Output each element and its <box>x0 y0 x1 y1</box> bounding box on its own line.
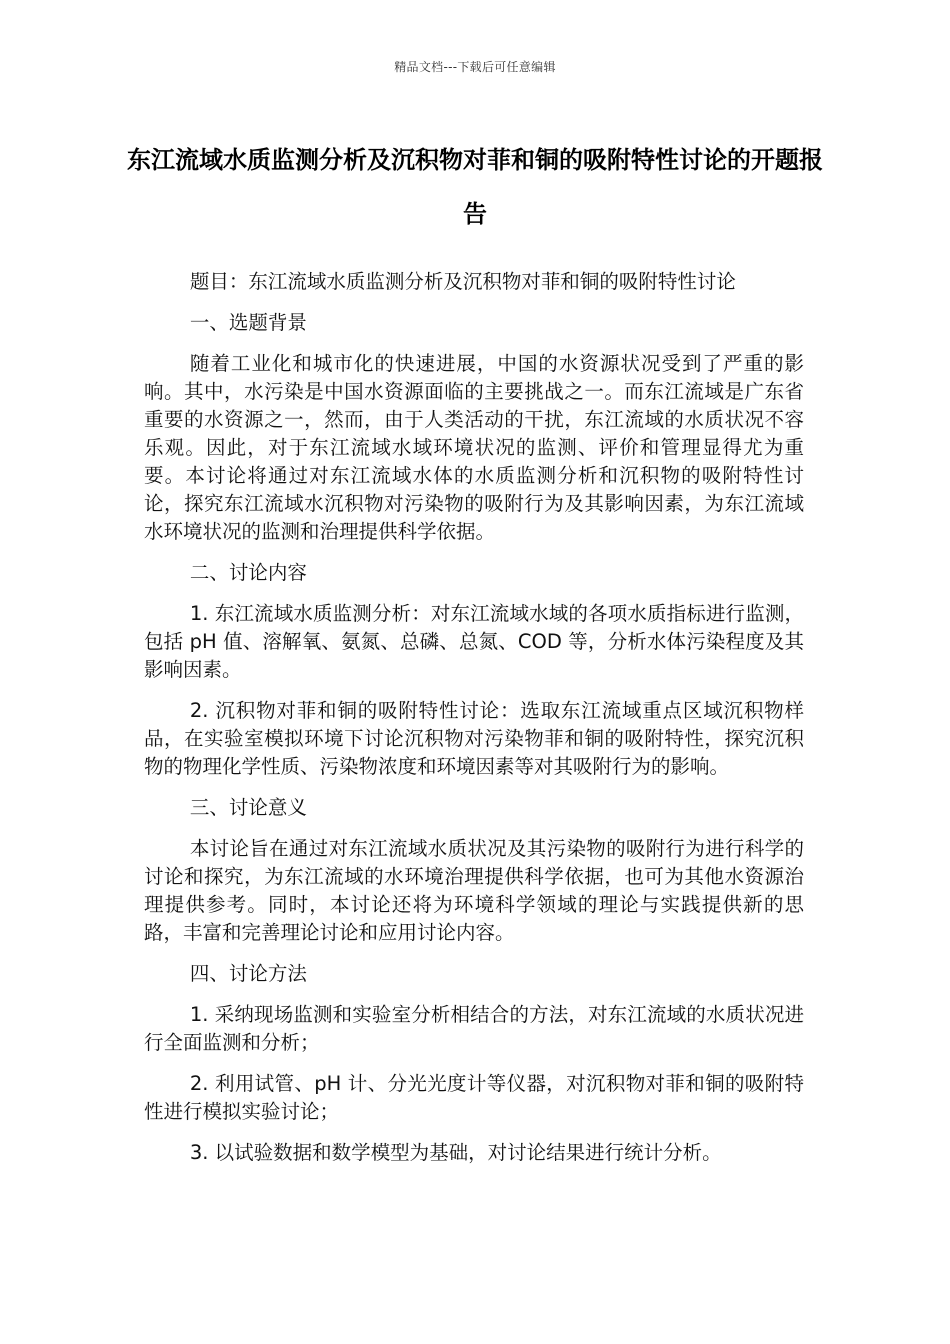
paragraph-background: 随着工业化和城市化的快速进展，中国的水资源状况受到了严重的影响。其中，水污染是中国水资源面临的主要挑战之一。而东江流域是广东省重要的水资源之一，然而，由于人类活动的干扰，东江流域的水质状况不容乐观。因此，对于东江流域水域环境状况的监测、评价和管理显得尤为重要。本讨论将通过对东江流域水体的水质监测分析和沉积物的吸附特性讨论，探究东江流域水沉积物对污染物的吸附行为及其影响因素，为东江流域水环境状况的监测和治理提供科学依据。 <box>144 352 804 543</box>
topic-line: 题目：东江流域水质监测分析及沉积物对菲和铜的吸附特性讨论 <box>189 270 736 293</box>
method-item-1: 1. 采纳现场监测和实验室分析相结合的方法，对东江流域的水质状况进行全面监测和分析； <box>144 1003 804 1054</box>
document-title: 东江流域水质监测分析及沉积物对菲和铜的吸附特性讨论的开题报告 <box>127 146 823 228</box>
header-note: 精品文档---下载后可任意编辑 <box>394 60 556 74</box>
paragraph-significance: 本讨论旨在通过对东江流域水质状况及其污染物的吸附行为进行科学的讨论和探究，为东江流域的水环境治理提供科学依据，也可为其他水资源治理提供参考。同时，本讨论还将为环境科学领域的理论与实践提供新的思路，丰富和完善理论讨论和应用讨论内容。 <box>144 837 804 944</box>
section-heading-content: 二、讨论内容 <box>189 561 307 584</box>
content-item-2: 2. 沉积物对菲和铜的吸附特性讨论：选取东江流域重点区域沉积物样品，在实验室模拟环境下讨论沉积物对污染物菲和铜的吸附特性，探究沉积物的物理化学性质、污染物浓度和环境因素等对其吸附行为的影响。 <box>144 699 804 778</box>
document-body <box>144 268 804 1180</box>
section-heading-background: 一、选题背景 <box>189 311 307 334</box>
content-item-1: 1. 东江流域水质监测分析：对东江流域水域的各项水质指标进行监测，包括 pH 值、溶解氧、氨氮、总磷、总氮、COD 等，分析水体污染程度及其影响因素。 <box>144 602 804 681</box>
section-heading-methods: 四、讨论方法 <box>189 962 307 985</box>
method-item-2: 2. 利用试管、pH 计、分光光度计等仪器，对沉积物对菲和铜的吸附特性进行模拟实验讨论； <box>144 1072 804 1123</box>
section-heading-significance: 三、讨论意义 <box>189 796 307 819</box>
method-item-3: 3. 以试验数据和数学模型为基础，对讨论结果进行统计分析。 <box>189 1141 722 1164</box>
